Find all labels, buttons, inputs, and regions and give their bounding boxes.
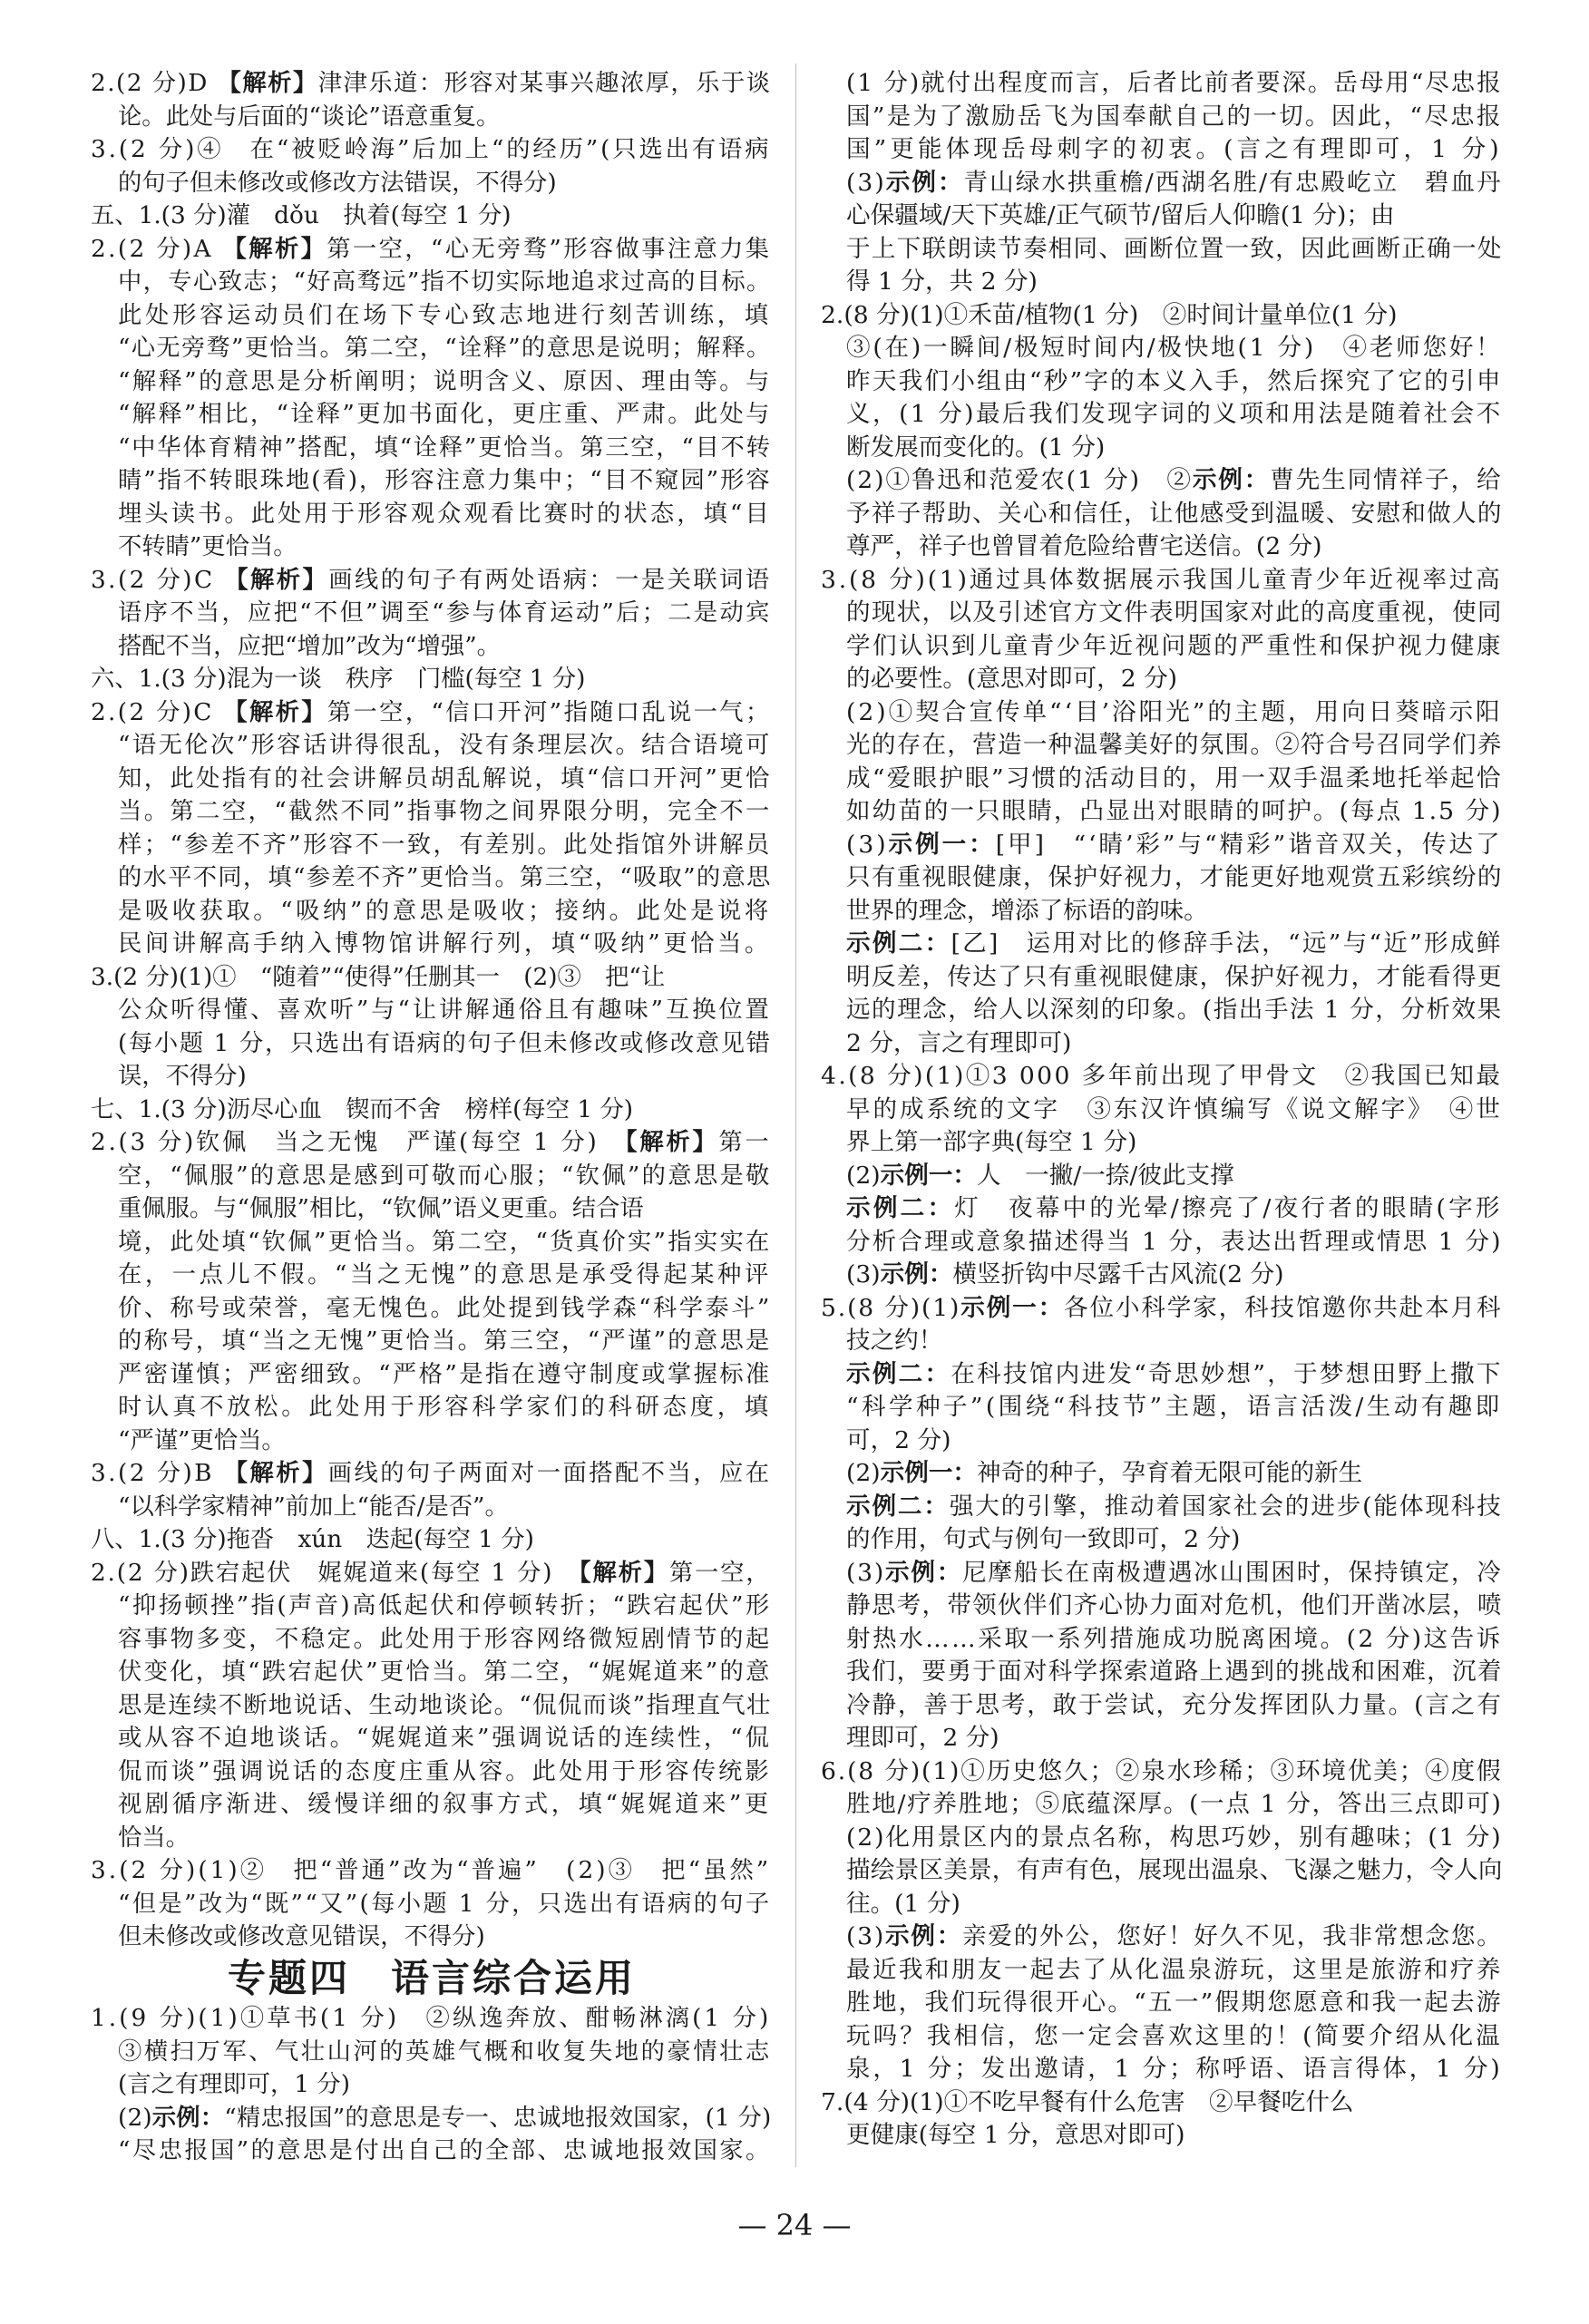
answer-line: 3.(2 分)(1)② 把“普通”改为“普遍” (2)③ 把“虽然” [91, 1857, 772, 1884]
bold-label: 【解析】 [217, 70, 318, 97]
bold-label: 示例： [885, 168, 964, 197]
bold-label: 示例一： [880, 1459, 977, 1487]
answer-line: 更健康(每空 1 分，意思对即可) [846, 2121, 1185, 2149]
answer-line: 2.(2 分)A 【解析】第一空，“心无旁骛”形容做事注意力集 [91, 235, 772, 263]
bold-label: 【解析】 [223, 698, 327, 726]
answer-line: 伏变化，填“跌宕起伏”更恰当。第二空，“娓娓道来”的意 [118, 1658, 772, 1686]
answer-line: 射热水……采取一系列措施成功脱离困境。(2 分)这告诉 [846, 1624, 1503, 1653]
answer-line: (3)示例：青山绿水拱重檐/西湖名胜/有忠殿屹立 碧血丹 [846, 168, 1503, 197]
answer-line: 理即可，2 分) [846, 1724, 999, 1752]
answer-line: 成“爱眼护眼”习惯的活动目的，用一双手温柔地托举起恰 [846, 763, 1503, 792]
answer-line: 的作用，句式与例句一致即可，2 分) [846, 1525, 1241, 1553]
answer-line: “严谨”更恰当。 [118, 1426, 286, 1454]
answer-line: 六、1.(3 分)混为一谈 秩序 门槛(每空 1 分) [91, 666, 586, 693]
answer-line: “解释”相比，“诠释”更加书面化，更庄重、严肃。此处与 [118, 401, 772, 428]
answer-line: 2.(3 分)钦佩 当之无愧 严谨(每空 1 分) 【解析】第一 [91, 1129, 772, 1156]
bold-label: 示例一： [880, 1161, 977, 1190]
bold-label: 示例： [151, 2104, 225, 2132]
answer-line: 睛”指不转眼珠地(看)，形容注意力集中；“目不窥园”形容 [118, 467, 772, 494]
answer-line: 重佩服。与“佩服”相比，“钦佩”语义更重。结合语 [118, 1195, 644, 1222]
answer-line: 2.(2 分)D 【解析】津津乐道：形容对某事兴趣浓厚，乐于谈 [91, 70, 772, 97]
column-divider [795, 63, 796, 2167]
answer-line: 3.(2 分)C 【解析】画线的句子有两处语病：一是关联词语 [91, 566, 772, 594]
answer-line: 民间讲解高手纳入博物馆讲解行列，填“吸纳”更恰当。 [118, 930, 772, 958]
answer-line: 我们，要勇于面对科学探索道路上遇到的挑战和困难，沉着 [846, 1658, 1503, 1686]
answer-line: 冷静，善于思考，敢于尝试，充分发挥团队力量。(言之有 [846, 1690, 1503, 1719]
answer-line: 学们认识到儿童青少年近视问题的严重性和保护视力健康 [846, 631, 1503, 660]
answer-line: 光的存在，营造一种温馨美好的氛围。②符合号召同学们养 [846, 731, 1503, 759]
answer-line: 的现状，以及引述官方文件表明国家对此的高度重视，使同 [846, 598, 1503, 627]
left-column-bottom [91, 2002, 773, 2168]
answer-line: 1.(9 分)(1)①草书(1 分) ②纵逸奔放、酣畅淋漓(1 分) [91, 2005, 772, 2032]
answer-line: 此处形容运动员们在场下专心致志地进行刻苦训练，填 [118, 301, 772, 329]
answer-line: 3.(2 分)(1)① “随着”“使得”任删其一 (2)③ 把“让 [91, 963, 666, 991]
answer-line: 描绘景区美景，有声有色，展现出温泉、飞瀑之魅力，令人向 [846, 1856, 1503, 1884]
bold-label: 示例： [1192, 466, 1271, 494]
answer-line: 思是连续不断地说话、生动地谈论。“侃侃而谈”指理直气壮 [118, 1691, 772, 1719]
answer-line: 示例二：灯 夜幕中的光晕/擦亮了/夜行者的眼睛(字形 [846, 1194, 1503, 1222]
bold-label: 【解析】 [223, 1460, 328, 1487]
answer-line: (言之有理即可，1 分) [118, 2071, 350, 2098]
bold-label: 示例： [885, 1922, 963, 1950]
bold-label: 示例二： [846, 1492, 950, 1521]
answer-line: 视剧循序渐进、缓慢详细的叙事方式，填“娓娓道来”更 [118, 1791, 772, 1818]
left-column-top [91, 67, 773, 1954]
answer-line: 七、1.(3 分)沥尽心血 锲而不舍 榜样(每空 1 分) [91, 1095, 634, 1123]
answer-line: 容事物多变，不稳定。此处用于形容网络微短剧情节的起 [118, 1625, 772, 1653]
answer-line: 界上第一部字典(每空 1 分) [846, 1128, 1137, 1156]
answer-line: 7.(4 分)(1)①不吃早餐有什么危害 ②早餐吃什么 [821, 2087, 1354, 2116]
bold-label: 【解析】 [222, 235, 327, 263]
answer-line: 的句子但未修改或修改方法错误，不得分) [118, 169, 557, 197]
bold-label: 【解析】 [579, 1559, 669, 1587]
answer-line: 断发展而变化的。(1 分) [846, 433, 1106, 462]
answer-line: 4.(8 分)(1)①3 000 多年前出现了甲骨文 ②我国已知最 [821, 1062, 1503, 1090]
answer-line: (2)①鲁迅和范爱农(1 分) ②示例：曹先生同情祥子，给 [846, 466, 1503, 494]
answer-line: 3.(2 分)B 【解析】画线的句子两面对一面搭配不当，应在 [91, 1460, 772, 1487]
answer-line: 早的成系统的文字 ③东汉许慎编写《说文解字》 ④世 [846, 1094, 1503, 1123]
answer-line: “抑扬顿挫”指(声音)高低起伏和停顿转折；“跌宕起伏”形 [118, 1592, 772, 1619]
answer-line: “以科学家精神”前加上“能否/是否”。 [118, 1493, 509, 1521]
answer-line: 示例二：在科技馆内进发“奇思妙想”，于梦想田野上撒下 [846, 1359, 1503, 1388]
answer-line: ③(在)一瞬间/极短时间内/极快地(1 分) ④老师您好！ [846, 334, 1503, 362]
answer-line: 2.(8 分)(1)①禾苗/植物(1 分) ②时间计量单位(1 分) [821, 300, 1398, 329]
answer-line: 恰当。 [118, 1823, 190, 1852]
answer-line: 时认真不放松。此处用于形容科学家们的科研态度，填 [118, 1394, 772, 1421]
answer-line: 得 1 分，共 2 分) [846, 267, 1038, 296]
answer-line: 中，专心致志；“好高骛远”指不切实际地追求过高的目标。 [118, 268, 772, 296]
section-heading: 专题四 语言综合运用 [227, 1956, 636, 2000]
answer-line: 明反差，传达了只有重视眼健康，保护好视力，才能看得更 [846, 962, 1503, 991]
answer-line: (3)示例一：[甲] “‘睛’彩”与“精彩”谐音双关，传达了 [846, 830, 1503, 859]
right-column [821, 67, 1504, 2153]
answer-line: 远的理念，给人以深刻的印象。(指出手法 1 分，分析效果 [846, 996, 1503, 1024]
answer-line: 5.(8 分)(1)示例一：各位小科学家，科技馆邀你共赴本月科 [821, 1293, 1503, 1322]
answer-line: (3)示例：亲爱的外公，您好！好久不见，我非常想念您。 [846, 1922, 1503, 1950]
answer-line: 3.(8 分)(1)通过具体数据展示我国儿童青少年近视率过高 [821, 565, 1503, 594]
answer-line: 技之约！ [846, 1327, 943, 1355]
answer-line: 搭配不当，应把“增加”改为“增强”。 [118, 632, 501, 660]
bold-label: 示例： [885, 1558, 963, 1587]
answer-line: 示例二：强大的引擎，推动着国家社会的进步(能体现科技 [846, 1492, 1503, 1521]
answer-line: 分析合理或意象描述得当 1 分，表达出哲理或情思 1 分) [846, 1227, 1503, 1256]
answer-line: 当。第二空，“截然不同”指事物之间界限分明，完全不一 [118, 798, 772, 825]
bold-label: 示例： [880, 1260, 953, 1288]
answer-line: 八、1.(3 分)拖沓 xún 迭起(每空 1 分) [91, 1526, 534, 1553]
answer-line: 国”更能体现岳母刺字的初衷。(言之有理即可，1 分) [846, 135, 1503, 163]
answer-line: 玩吗？我相信，您一定会喜欢这里的！(简要介绍从化温 [846, 2021, 1503, 2050]
answer-line: 知，此处指有的社会讲解员胡乱解说，填“信口开河”更恰 [118, 764, 772, 792]
answer-line: (3)示例：尼摩船长在南极遭遇冰山围困时，保持镇定，冷 [846, 1558, 1503, 1587]
answer-line: 胜地/疗养胜地；⑤底蕴深厚。(一点 1 分，答出三点即可) [846, 1790, 1503, 1818]
answer-line: 最近我和朋友一起去了从化温泉游玩，这里是旅游和疗养 [846, 1955, 1503, 1984]
answer-line: “语无伦次”形容话讲得很乱，没有条理层次。结合语境可 [118, 732, 772, 759]
answer-line: 严密谨慎；严密细致。“严格”是指在遵守制度或掌握标准 [118, 1360, 772, 1388]
answer-line: “但是”改为“既”“又”(每小题 1 分，只选出有语病的句子 [118, 1890, 772, 1918]
answer-line: 埋头读书。此处用于形容观众观看比赛时的状态，填“目 [118, 500, 772, 528]
answer-line: 示例二：[乙] 运用对比的修辞手法，“远”与“近”形成鲜 [846, 929, 1503, 958]
answer-line: “中华体育精神”搭配，填“诠释”更恰当。第三空，“目不转 [118, 433, 772, 462]
answer-line: 的水平不同，填“参差不齐”更恰当。第三空，“吸取”的意思 [118, 864, 772, 891]
answer-line: 侃而谈”强调说话的态度庄重从容。此处用于形容传统影 [118, 1757, 772, 1785]
answer-line: 义，(1 分)最后我们发现字词的义项和用法是随着社会不 [846, 400, 1503, 428]
bold-label: 示例二： [846, 929, 951, 958]
answer-line: (2)①契合宣传单“‘目’浴阳光”的主题，用向日葵暗示阳 [846, 697, 1503, 726]
answer-line: 五、1.(3 分)灌 dǒu 执着(每空 1 分) [91, 202, 512, 229]
answer-line: (1 分)就付出程度而言，后者比前者要深。岳母用“尽忠报 [846, 69, 1503, 97]
answer-line: 价、称号或荣誉，毫无愧色。此处提到钱学森“科学泰斗” [118, 1294, 772, 1322]
bold-label: 示例一： [888, 830, 996, 859]
answer-line: (2)示例一：神奇的种子，孕育着无限可能的新生 [846, 1459, 1363, 1487]
answer-line: 的称号，填“当之无愧”更恰当。第三空，“严谨”的意思是 [118, 1327, 772, 1355]
answer-line: (2)化用景区内的景点名称，构思巧妙，别有趣味；(1 分) [846, 1823, 1503, 1852]
answer-line: 境，此处填“钦佩”更恰当。第二空，“货真价实”指实实在 [118, 1228, 772, 1256]
answer-line: 于上下联朗读节奏相同、画断位置一致，因此画断正确一处 [846, 234, 1503, 263]
answer-line: 的必要性。(意思对即可，2 分) [846, 665, 1178, 693]
answer-line: 是吸收获取。“吸纳”的意思是吸收；接纳。此处是说将 [118, 897, 772, 925]
answer-line: ③横扫万军、气壮山河的英雄气概和收复失地的豪情壮志 [118, 2037, 772, 2066]
answer-line: (3)示例：横竖折钩中尽露千古风流(2 分) [846, 1260, 1284, 1288]
answer-line: “科学种子”(围绕“科技节”主题，语言活泼/生动有趣即 [846, 1393, 1503, 1421]
answer-line: 昨天我们小组由“秒”字的本义入手，然后探究了它的引申 [846, 366, 1503, 395]
answer-line: 3.(2 分)④ 在“被贬岭海”后加上“的经历”(只选出有语病 [91, 136, 772, 163]
answer-line: 尊严，祥子也曾冒着危险给曹宅送信。(2 分) [846, 532, 1322, 560]
answer-line: “尽忠报国”的意思是付出自己的全部、忠诚地报效国家。 [118, 2137, 772, 2164]
bold-label: 示例二： [846, 1359, 951, 1388]
answer-line: 论。此处与后面的“谈论”语意重复。 [118, 102, 501, 131]
answer-line: (2)示例：“精忠报国”的意思是专一、忠诚地报效国家，(1 分) [118, 2104, 772, 2132]
answer-line: 予祥子帮助、关心和信任，让他感受到温暖、安慰和做人的 [846, 499, 1503, 528]
answer-line: 误，不得分) [118, 1063, 247, 1090]
answer-line: 胜地，我们玩得很开心。“五一”假期您愿意和我一起去游 [846, 1989, 1503, 2017]
answer-line: 可，2 分) [846, 1425, 951, 1454]
answer-line: 6.(8 分)(1)①历史悠久；②泉水珍稀；③环境优美；④度假 [821, 1756, 1503, 1785]
answer-line: 世界的理念，增添了标语的韵味。 [846, 896, 1208, 925]
answer-line: 或从容不迫地谈话。“娓娓道来”强调说话的连续性，“侃 [118, 1725, 772, 1752]
answer-line: 样；“参差不齐”形容不一致，有差别。此处指馆外讲解员 [118, 831, 772, 859]
answer-line: 语序不当，应把“不但”调至“参与体育运动”后；二是动宾 [118, 599, 772, 627]
answer-line: 但未修改或修改意见错误，不得分) [118, 1923, 485, 1950]
answer-line: 2.(2 分)C 【解析】第一空，“信口开河”指随口乱说一气； [91, 698, 772, 726]
bold-label: 示例一： [960, 1293, 1065, 1322]
answer-line: 2 分，言之有理即可) [846, 1028, 1072, 1057]
answer-line: “解释”的意思是分析阐明；说明含义、原因、理由等。与 [118, 367, 772, 395]
bold-label: 【解析】 [625, 1129, 719, 1156]
answer-line: 泉，1 分；发出邀请，1 分；称呼语、语言得体，1 分) [846, 2055, 1503, 2083]
answer-line: 只有重视眼健康，保护好视力，才能更好地观赏五彩缤纷的 [846, 863, 1503, 891]
answer-line: 2.(2 分)跌宕起伏 娓娓道来(每空 1 分) 【解析】第一空， [91, 1559, 772, 1587]
answer-line: (每小题 1 分，只选出有语病的句子但未修改或修改意见错 [118, 1029, 772, 1057]
page-number: — 24 — [737, 2208, 852, 2242]
answer-line: 静思考，带领伙伴们齐心协力面对危机，他们开凿冰层，喷 [846, 1591, 1503, 1619]
bold-label: 【解析】 [224, 566, 329, 594]
answer-line: 如幼苗的一只眼睛，凸显出对眼睛的呵护。(每点 1.5 分) [846, 797, 1503, 825]
answer-line: (2)示例一：人 一撇/一捺/彼此支撑 [846, 1161, 1234, 1190]
answer-line: 空，“佩服”的意思是感到可敬而心服；“钦佩”的意思是敬 [118, 1162, 772, 1190]
answer-line: 国”是为了激励岳飞为国奉献自己的一切。因此，“尽忠报 [846, 102, 1503, 131]
answer-line: “心无旁骛”更恰当。第二空，“诠释”的意思是说明；解释。 [118, 335, 772, 362]
answer-line: 往。(1 分) [846, 1889, 960, 1918]
answer-line: 在，一点儿不假。“当之无愧”的意思是承受得起某种评 [118, 1261, 772, 1288]
answer-line: 心保疆域/天下英雄/正气硕节/留后人仰瞻(1 分)；由 [846, 201, 1395, 229]
bold-label: 示例二： [846, 1194, 955, 1222]
answer-line: 公众听得懂、喜欢听”与“让讲解通俗且有趣味”互换位置 [118, 997, 772, 1024]
answer-line: 不转睛”更恰当。 [118, 533, 297, 560]
